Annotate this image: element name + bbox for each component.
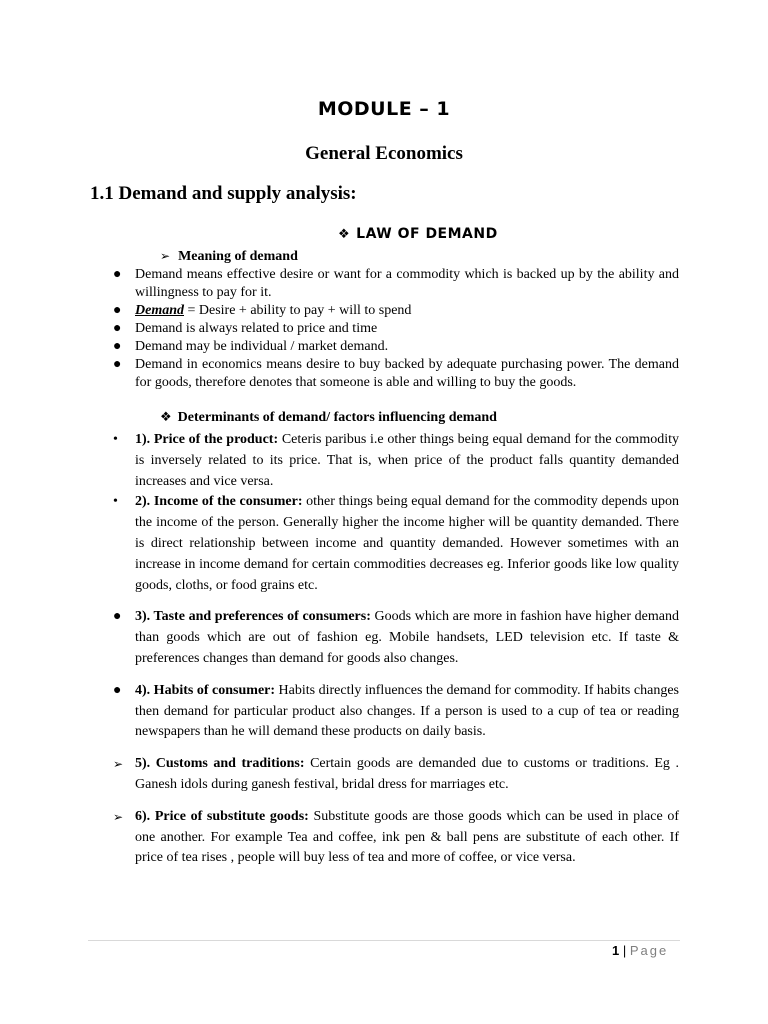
module-title: MODULE – 1 <box>317 98 451 120</box>
item-text: Demand means effective desire or want for a commodity which is backed up by the ability and willingness to pay for it. <box>135 267 679 300</box>
page-label: Page <box>629 943 669 958</box>
meaning-heading <box>160 249 298 265</box>
item-lead: Demand <box>135 303 184 318</box>
item-label: 5). Customs and traditions: <box>135 756 305 772</box>
list-item <box>113 754 679 796</box>
list-item <box>113 681 679 743</box>
item-label: 4). Habits of consumer: <box>135 682 276 698</box>
bullet-icon: ● <box>113 339 122 354</box>
list-item <box>113 356 679 392</box>
page-footer <box>612 943 668 958</box>
item-text: other things being equal demand for the commodity depends upon the income of the person. Generally higher the income higher will be quantity demanded. There is direct relationship between income and quantity demanded. However sometimes with an increase in income demand for certain commodities decreases eg. Inferior goods like low quality goods, cloths, or food grains etc. <box>135 494 679 593</box>
arrow-bullet-icon: ➢ <box>113 809 124 824</box>
diamond-bullet-icon: ❖ <box>338 227 351 242</box>
item-text: Habits directly influences the demand for commodity. If habits changes then demand for particular product also changes. If a person is used to a cup of tea or reading newspapers than he will demand these products on daily basis. <box>135 682 679 740</box>
determinants-heading-text: Determinants of demand/ factors influencing demand <box>177 410 497 425</box>
list-item <box>113 338 679 356</box>
list-item <box>113 266 679 302</box>
item-label: 6). Price of substitute goods: <box>135 808 309 824</box>
arrow-bullet-icon: ➢ <box>160 249 171 263</box>
item-label: 3). Taste and preferences of consumers: <box>135 609 371 625</box>
determinants-list <box>113 430 679 869</box>
section-title: 1.1 Demand and supply analysis: <box>90 183 357 204</box>
item-text: Substitute goods are those goods which can be used in place of one another. For example Tea and coffee, ink pen & ball pens are substitute of each other. If price of tea rises , people will buy less of tea and more of coffee, or vice versa. <box>135 808 679 866</box>
item-text: Certain goods are demanded due to customs or traditions. Eg . Ganesh idols during ganesh festival, bridal dress for marriages etc. <box>135 756 679 792</box>
footer-separator: | <box>619 943 630 958</box>
footer-divider <box>88 940 680 941</box>
item-label: 2). Income of the consumer: <box>135 494 303 510</box>
item-text: Ceteris paribus i.e other things being equal demand for the commodity is inversely related to its price. That is, when price of the product falls quantity demanded increases and vice versa. <box>135 432 679 489</box>
law-of-demand-heading <box>338 226 498 242</box>
meaning-list <box>113 266 679 392</box>
bullet-icon: • <box>113 432 118 447</box>
main-title: General Economics <box>305 143 463 164</box>
item-text: Demand in economics means desire to buy backed by adequate purchasing power. The demand for goods, therefore denotes that someone is able and willing to buy the goods. <box>135 357 679 390</box>
item-text: Goods which are more in fashion have higher demand than goods which are out of fashion eg. Mobile handsets, LED television etc. If taste & preferences changes than demand for goods also changes. <box>135 609 679 666</box>
law-title-text: LAW OF DEMAND <box>356 226 498 242</box>
bullet-icon: ● <box>113 267 122 282</box>
bullet-icon: ● <box>113 357 122 372</box>
bullet-icon: ● <box>113 682 122 698</box>
arrow-bullet-icon: ➢ <box>113 757 124 772</box>
list-item <box>113 492 679 596</box>
bullet-icon: ● <box>113 321 122 336</box>
page-number: 1 <box>612 943 620 958</box>
list-item <box>113 607 679 669</box>
bullet-icon: ● <box>113 303 122 318</box>
list-item <box>113 807 679 869</box>
item-text: Demand may be individual / market demand. <box>135 339 389 354</box>
list-item <box>113 302 679 320</box>
item-text: Demand is always related to price and time <box>135 321 378 336</box>
item-label: 1). Price of the product: <box>135 432 279 447</box>
bullet-icon: • <box>113 494 118 510</box>
diamond-bullet-icon: ❖ <box>160 410 172 425</box>
meaning-heading-text: Meaning of demand <box>178 249 298 264</box>
list-item <box>113 320 679 338</box>
determinants-heading <box>160 410 497 426</box>
list-item <box>113 430 679 492</box>
item-text: = Desire + ability to pay + will to spend <box>184 303 412 318</box>
bullet-icon: ● <box>113 609 122 625</box>
